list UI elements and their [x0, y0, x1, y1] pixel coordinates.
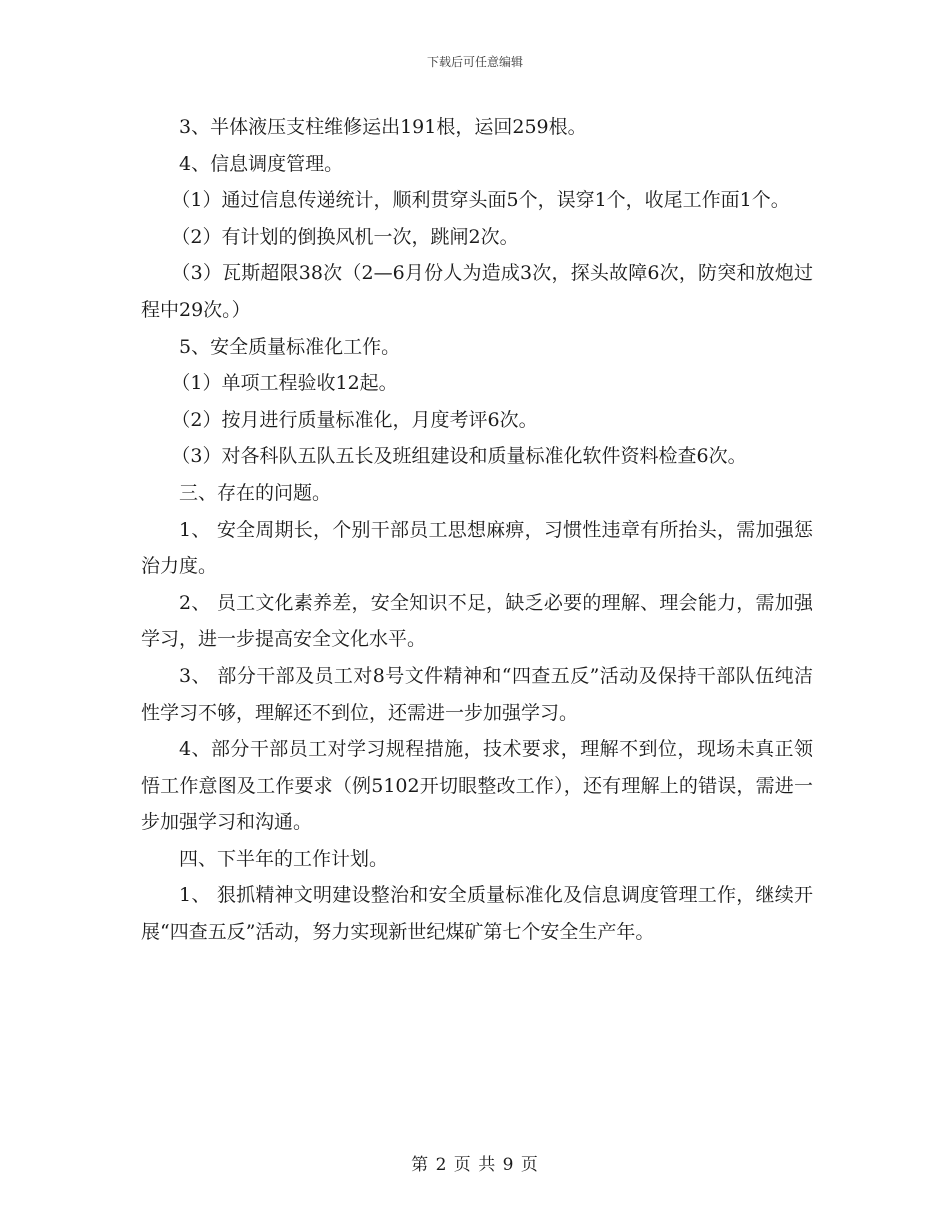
paragraph: （1）通过信息传递统计，顺利贯穿头面5个，误穿1个，收尾工作面1个。	[171, 189, 790, 212]
paragraph: （1）单项工程验收12起。	[171, 372, 398, 395]
paragraph: 3、 部分干部及员工对8号文件精神和“四查五反”活动及保持干部队伍纯洁性学习不够，理解还不到位，还需进一步加强学习。	[141, 664, 813, 724]
paragraph: 4、部分干部员工对学习规程措施，技术要求，理解不到位，现场未真正领悟工作意图及工作要求（例5102开切眼整改工作），还有理解上的错误，需进一步加强学习和沟通。	[141, 738, 813, 834]
section-heading: 三、存在的问题。	[179, 481, 332, 504]
paragraph: （2）有计划的倒换风机一次，跳闸2次。	[171, 225, 519, 248]
page-header: 下载后可任意编辑	[426, 55, 523, 69]
paragraph: 5、安全质量标准化工作。	[179, 335, 401, 358]
paragraph: （2）按月进行质量标准化，月度考评6次。	[171, 408, 538, 431]
paragraph: （3）对各科队五队五长及班组建设和质量标准化软件资料检查6次。	[171, 445, 747, 468]
document-body	[141, 109, 813, 951]
paragraph: 3、半体液压支柱维修运出191根，运回259根。	[179, 116, 587, 138]
paragraph: （3）瓦斯超限38次（2—6月份人为造成3次，探头故障6次，防突和放炮过程中29次。）	[141, 262, 813, 321]
paragraph: 1、 安全周期长，个别干部员工思想麻痹，习惯性违章有所抬头，需加强惩治力度。	[141, 518, 813, 578]
section-heading: 四、下半年的工作计划。	[179, 847, 389, 870]
paragraph: 2、 员工文化素养差，安全知识不足，缺乏必要的理解、理会能力，需加强学习，进一步提高安全文化水平。	[141, 591, 813, 651]
paragraph: 4、信息调度管理。	[179, 152, 344, 175]
page-number: 第 2 页 共 9 页	[411, 1155, 539, 1175]
paragraph: 1、 狠抓精神文明建设整治和安全质量标准化及信息调度管理工作，继续开展“四查五反”活动，努力实现新世纪煤矿第七个安全生产年。	[141, 884, 813, 944]
